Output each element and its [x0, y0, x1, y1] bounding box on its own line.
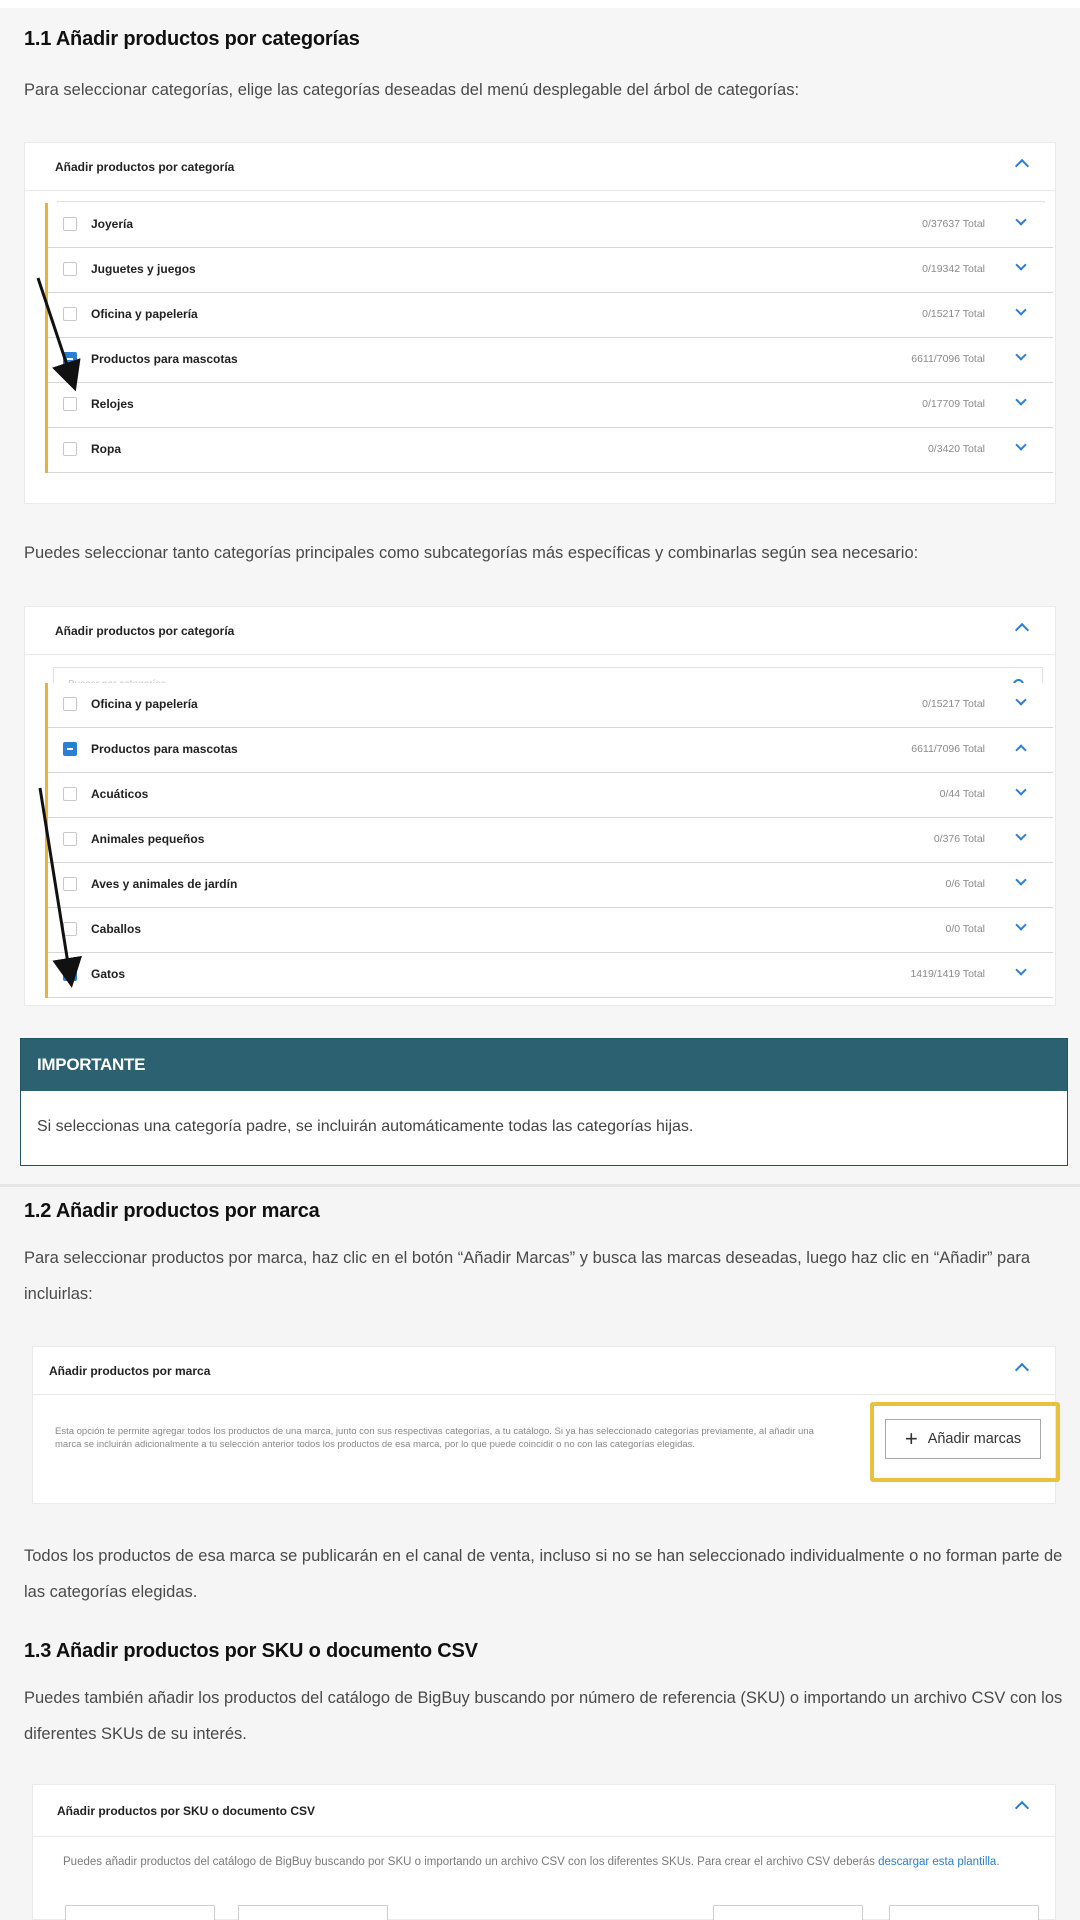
- category-checkbox[interactable]: [63, 262, 77, 276]
- chevron-down-icon[interactable]: [1015, 784, 1026, 795]
- category-row[interactable]: [45, 953, 1053, 998]
- category-checkbox[interactable]: [63, 742, 77, 756]
- tree-accent-bar: [45, 293, 48, 338]
- category-count: 6611/7096 Total: [911, 353, 985, 365]
- category-name: Oficina y papelería: [91, 307, 198, 321]
- between-text: Puedes seleccionar tanto categorías principales como subcategorías más específicas y combinarlas según sea necesario:: [24, 544, 919, 562]
- chevron-down-icon[interactable]: [1015, 694, 1026, 705]
- sku-widget-title: Añadir productos por SKU o documento CSV: [57, 1803, 316, 1818]
- tree-accent-bar: [45, 338, 48, 383]
- import-csv-button[interactable]: [238, 1905, 388, 1920]
- chevron-down-icon[interactable]: [1015, 349, 1026, 360]
- collapse-icon[interactable]: [1015, 1363, 1029, 1377]
- category-row[interactable]: [45, 428, 1053, 473]
- category-row[interactable]: [45, 863, 1053, 908]
- category-checkbox[interactable]: [63, 352, 77, 366]
- category-row[interactable]: [45, 683, 1053, 728]
- chevron-down-icon[interactable]: [1015, 259, 1026, 270]
- category-row[interactable]: [45, 248, 1053, 293]
- section-1-3-title: 1.3 Añadir productos por SKU o documento CSV: [24, 1640, 478, 1662]
- category-name: Gatos: [91, 967, 126, 981]
- section-1-2-intro: Para seleccionar productos por marca, haz clic en el botón “Añadir Marcas” y busca las marcas deseadas, luego haz clic en “Añadir” para incluirlas:: [24, 1249, 1031, 1303]
- category-count: 0/19342 Total: [922, 263, 985, 275]
- section-1-2-title: 1.2 Añadir productos por marca: [24, 1200, 320, 1222]
- chevron-down-icon[interactable]: [1015, 919, 1026, 930]
- collapse-icon[interactable]: [1015, 623, 1029, 637]
- tree-accent-bar: [45, 203, 48, 248]
- tree-accent-bar: [45, 728, 48, 773]
- chevron-down-icon[interactable]: [1015, 439, 1026, 450]
- category-name: Joyería: [91, 217, 134, 231]
- category-name: Productos para mascotas: [91, 742, 238, 756]
- category-widget-1-title: Añadir productos por categoría: [55, 159, 235, 174]
- category-row[interactable]: [45, 383, 1053, 428]
- chevron-up-icon[interactable]: [1015, 744, 1026, 755]
- important-text: Si seleccionas una categoría padre, se incluirán automáticamente todas las categorías hijas.: [37, 1118, 694, 1135]
- category-checkbox[interactable]: [63, 217, 77, 231]
- category-name: Oficina y papelería: [91, 697, 198, 711]
- tree-accent-bar: [45, 818, 48, 863]
- brand-widget-header[interactable]: [33, 1347, 1055, 1395]
- category-checkbox[interactable]: [63, 877, 77, 891]
- important-callout: [20, 1038, 1068, 1166]
- category-name: Relojes: [91, 397, 134, 411]
- category-count: 0/44 Total: [939, 788, 985, 800]
- category-count: 1419/1419 Total: [910, 968, 985, 980]
- section-1-1-intro: Para seleccionar categorías, elige las categorías deseadas del menú desplegable del árbol de categorías:: [24, 81, 800, 99]
- collapse-icon[interactable]: [1015, 159, 1029, 173]
- category-checkbox[interactable]: [63, 397, 77, 411]
- chevron-down-icon[interactable]: [1015, 394, 1026, 405]
- category-row[interactable]: [45, 908, 1053, 953]
- sku-widget: [32, 1784, 1056, 1920]
- primary-action-button[interactable]: [889, 1905, 1039, 1920]
- category-name: Acuáticos: [91, 787, 149, 801]
- collapse-icon[interactable]: [1015, 1801, 1029, 1815]
- category-name: Productos para mascotas: [91, 352, 238, 366]
- category-checkbox[interactable]: [63, 832, 77, 846]
- tree-accent-bar: [45, 773, 48, 818]
- chevron-down-icon[interactable]: [1015, 214, 1026, 225]
- category-name: Animales pequeños: [91, 832, 205, 846]
- section-1-1-title: 1.1 Añadir productos por categorías: [24, 28, 360, 50]
- category-count: 0/376 Total: [933, 833, 985, 845]
- category-count: 0/6 Total: [945, 878, 985, 890]
- category-count: 0/0 Total: [945, 923, 985, 935]
- sku-widget-description: Puedes añadir productos del catálogo de BigBuy buscando por SKU o importando un archivo CSV con los diferentes SKUs. Para crear el archivo CSV deberás: [63, 1856, 875, 1868]
- category-widget-2-title: Añadir productos por categoría: [55, 623, 235, 638]
- category-widget-1: [24, 142, 1056, 504]
- category-count: 0/15217 Total: [922, 698, 985, 710]
- category-count: 0/17709 Total: [922, 398, 985, 410]
- category-checkbox[interactable]: [63, 922, 77, 936]
- tree-accent-bar: [45, 383, 48, 428]
- category-checkbox[interactable]: [63, 307, 77, 321]
- category-row[interactable]: [45, 203, 1053, 248]
- category-checkbox[interactable]: [63, 787, 77, 801]
- brand-widget-text: Esta opción te permite agregar todos los productos de una marca, junto con sus respectivas categorías, a tu catálogo. Si ya has seleccionado categorías previamente, al añadir una marca se incluirán adicionalmente a tu selección anterior todos los productos de esa marca, por lo que puede coincidir o no con las categorías elegidas.: [55, 1426, 814, 1450]
- tree-accent-bar: [45, 908, 48, 953]
- tree-accent-bar: [45, 863, 48, 908]
- button-highlight: [870, 1402, 1060, 1482]
- category-name: Aves y animales de jardín: [91, 877, 238, 891]
- category-count: 6611/7096 Total: [911, 743, 985, 755]
- category-row[interactable]: [45, 818, 1053, 863]
- secondary-action-button[interactable]: [713, 1905, 863, 1920]
- sku-widget-text: [63, 1853, 1023, 1871]
- chevron-down-icon[interactable]: [1015, 964, 1026, 975]
- tree-accent-bar: [45, 683, 48, 728]
- category-row[interactable]: [45, 728, 1053, 773]
- brand-widget-title: Añadir productos por marca: [49, 1363, 211, 1378]
- tree-accent-bar: [45, 248, 48, 293]
- sku-widget-link-suffix: .: [996, 1856, 1000, 1868]
- category-checkbox[interactable]: [63, 442, 77, 456]
- plus-icon: +: [904, 1426, 918, 1451]
- category-count: 0/15217 Total: [922, 308, 985, 320]
- tree-accent-bar: [45, 953, 48, 998]
- category-row[interactable]: [45, 338, 1053, 383]
- add-brands-label: Añadir marcas: [927, 1431, 1022, 1447]
- category-count: 0/3420 Total: [927, 443, 985, 455]
- category-checkbox[interactable]: [63, 697, 77, 711]
- category-name: Caballos: [91, 922, 142, 936]
- chevron-down-icon[interactable]: [1015, 874, 1026, 885]
- chevron-down-icon[interactable]: [1015, 829, 1026, 840]
- important-title: IMPORTANTE: [21, 1039, 1067, 1091]
- chevron-down-icon[interactable]: [1015, 304, 1026, 315]
- tree-accent-bar: [45, 428, 48, 473]
- category-checkbox[interactable]: [63, 967, 77, 981]
- category-row[interactable]: [45, 293, 1053, 338]
- section-divider: [0, 1184, 1080, 1187]
- section-1-2-outro: Todos los productos de esa marca se publicarán en el canal de venta, incluso si no se han seleccionado individualmente o no forman parte de las categorías elegidas.: [24, 1547, 1063, 1601]
- category-widget-2-header[interactable]: [25, 607, 1055, 655]
- section-1-3-intro: Puedes también añadir los productos del catálogo de BigBuy buscando por número de referencia (SKU) o importando un archivo CSV con los diferentes SKUs de su interés.: [24, 1689, 1063, 1743]
- sku-widget-header[interactable]: [33, 1785, 1055, 1837]
- category-row[interactable]: [45, 773, 1053, 818]
- category-count: 0/37637 Total: [922, 218, 985, 230]
- category-widget-2: [24, 606, 1056, 1006]
- sku-search-button[interactable]: [65, 1905, 215, 1920]
- category-widget-1-header[interactable]: [25, 143, 1055, 191]
- category-name: Juguetes y juegos: [91, 262, 196, 276]
- download-template-link[interactable]: descargar esta plantilla: [878, 1856, 997, 1868]
- category-name: Ropa: [91, 442, 121, 456]
